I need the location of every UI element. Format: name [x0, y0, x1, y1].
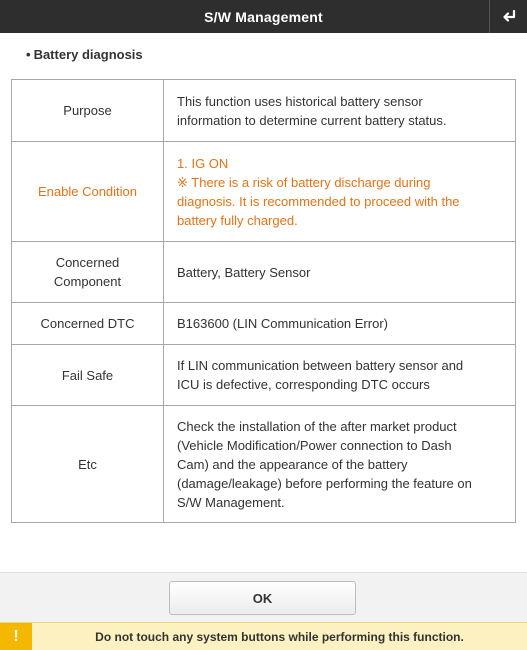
value-line: Battery, Battery Sensor: [177, 264, 311, 280]
warning-notice: [0, 622, 527, 650]
value-line: information to determine current battery status.: [177, 112, 447, 128]
value-line: If LIN communication between battery sensor and: [177, 358, 464, 373]
battery-diagnosis-table: [11, 79, 516, 523]
label-line: Concerned: [55, 255, 120, 270]
row-value: [164, 142, 516, 242]
row-value: [164, 242, 516, 303]
value-line: S/W Management.: [177, 494, 285, 510]
ok-button[interactable]: OK: [169, 581, 356, 615]
page-title: S/W Management: [204, 8, 323, 25]
warning-message: Do not touch any system buttons while performing this function.: [95, 630, 464, 644]
row-label: Purpose: [12, 80, 164, 142]
table-row-concerned-dtc: [12, 303, 516, 345]
table-row-enable-condition: [12, 142, 516, 242]
value-line: ※ There is a risk of battery discharge during: [177, 174, 431, 190]
row-value: [164, 303, 516, 345]
button-bar: [0, 572, 527, 622]
value-line: diagnosis. It is recommended to proceed with the: [177, 193, 460, 209]
row-label: Concerned DTC: [12, 303, 164, 345]
value-line: battery fully charged.: [177, 212, 298, 228]
section-heading: [26, 47, 143, 62]
row-label: [12, 242, 164, 303]
row-label: Enable Condition: [12, 142, 164, 242]
value-line: ICU is defective, corresponding DTC occurs: [177, 377, 430, 392]
value-line: B163600 (LIN Communication Error): [177, 316, 388, 331]
table-row-etc: [12, 406, 516, 523]
title-bar: [0, 0, 527, 33]
value-line: (Vehicle Modification/Power connection to Dash: [177, 437, 452, 453]
value-line: Check the installation of the after market product: [177, 418, 457, 434]
label-line: Component: [53, 274, 122, 289]
table-row-fail-safe: [12, 345, 516, 406]
row-label: Fail Safe: [12, 345, 164, 406]
row-value: [164, 345, 516, 406]
row-label: Etc: [12, 406, 164, 523]
table-row-concerned-component: [12, 242, 516, 303]
back-button[interactable]: [489, 0, 527, 33]
section-bullet: •: [26, 47, 31, 62]
value-line: (damage/leakage) before performing the feature on: [177, 475, 472, 491]
value-line: 1. IG ON: [177, 155, 229, 171]
table-row-purpose: [12, 80, 516, 142]
warning-icon: !: [0, 623, 32, 650]
row-value: [164, 80, 516, 142]
value-line: This function uses historical battery sensor: [177, 93, 423, 109]
value-line: Cam) and the appearance of the battery: [177, 456, 408, 472]
return-arrow-icon: [500, 9, 518, 25]
row-value: [164, 406, 516, 523]
section-title: Battery diagnosis: [33, 47, 143, 62]
